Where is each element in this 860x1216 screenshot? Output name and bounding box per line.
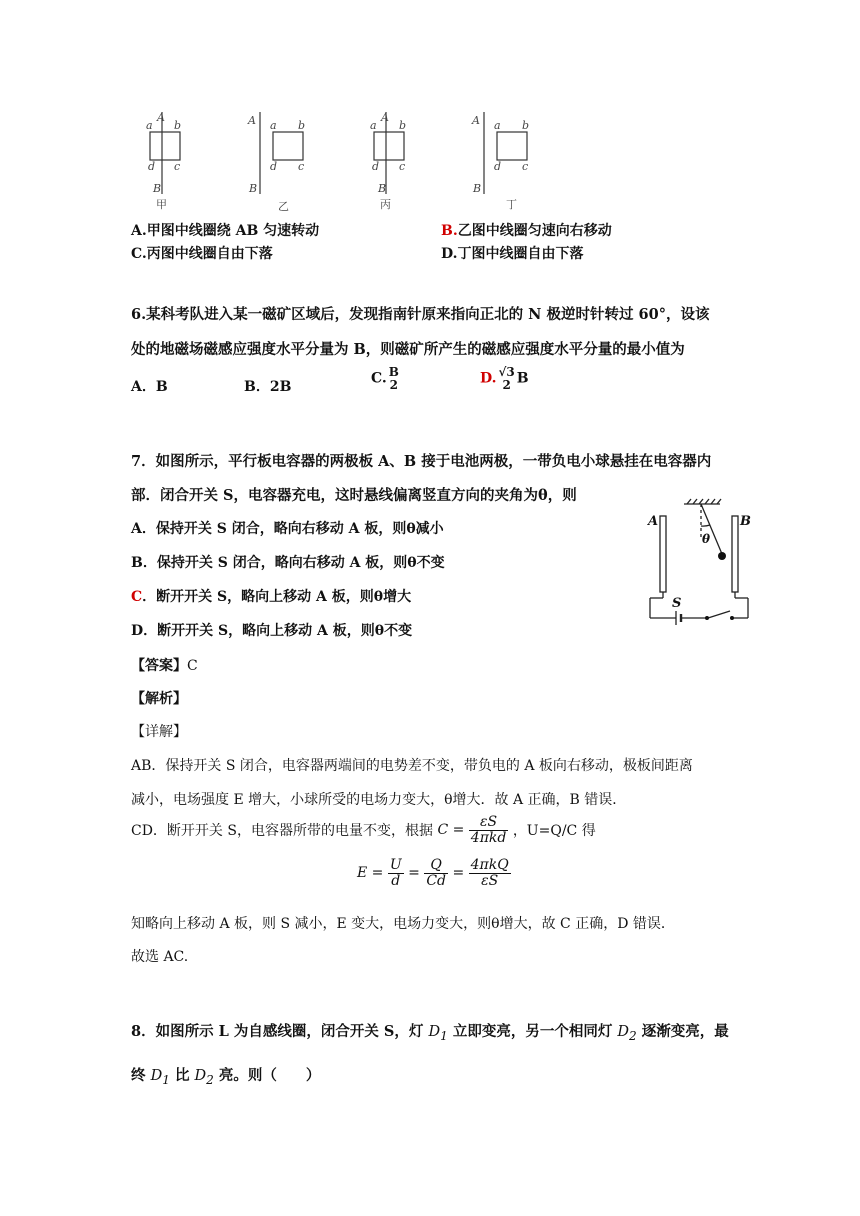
q6-option-d (480, 366, 529, 391)
label-A-yi: A (248, 114, 256, 127)
q6-option-d-denominator: 2 (502, 377, 511, 392)
q8-line2-D1 (150, 1068, 170, 1087)
q7-option-c (131, 586, 411, 606)
caption-jia: 甲 (156, 198, 167, 211)
q6-option-c-letter: C. (371, 370, 387, 387)
label-b-jia: b (174, 119, 182, 132)
q5-option-b-letter: B. (441, 223, 458, 239)
caption-yi: 乙 (278, 200, 289, 213)
q6-option-d-tail: B (516, 370, 529, 387)
caption-ding: 丁 (506, 198, 517, 211)
label-b-ding: b (522, 119, 530, 132)
label-B-jia: B (153, 182, 162, 195)
q6-option-d-letter: D. (480, 370, 497, 387)
q8-line2-D1-letter: D (150, 1068, 163, 1084)
label-d-yi: d (270, 160, 278, 173)
label-B-bing: B (378, 182, 387, 195)
detail-label: 【详解】 (131, 724, 187, 740)
q8-line1-c: 逐渐变亮，最 (636, 1023, 729, 1040)
q8-line2-D2-letter: D (194, 1068, 207, 1084)
analysis-ab-line2: 减小，电场强度 E 增大，小球所受的电场力变大，θ增大．故 A 正确，B 错误． (131, 792, 627, 808)
formula-Q-numerator: Q (424, 858, 448, 874)
q7-stem-line2: 部．闭合开关 S，电容器充电，这时悬线偏离竖直方向的夹角为θ，则 (131, 487, 577, 504)
figure-yi (260, 112, 306, 194)
formula-E (357, 858, 511, 888)
formula-U-numerator: U (389, 857, 402, 873)
q6-stem-line1: 6.某科考队进入某一磁矿区域后，发现指南针原来指向正北的 N 极逆时针转过 60°，设该 (131, 306, 710, 323)
formula-epsS-denominator: εS (481, 872, 499, 889)
formula-C-numerator: εS (469, 815, 509, 831)
label-d-jia: d (148, 160, 156, 173)
q8-line2-a: 终 (131, 1067, 151, 1084)
q6-option-c-fraction (387, 366, 401, 391)
caption-bing: 丙 (380, 198, 391, 211)
q7-option-d: D．断开开关 S，略向上移动 A 板，则θ不变 (131, 623, 413, 639)
q7-option-c-text: ．断开开关 S，略向上移动 A 板，则θ增大 (142, 589, 412, 605)
analysis-conclusion: 知略向上移动 A 板，则 S 减小，E 变大，电场力变大，则θ增大，故 C 正确，D 错误． (131, 916, 675, 932)
label-b-yi: b (298, 119, 306, 132)
q8-line2-D1-sub: 1 (162, 1072, 170, 1087)
q6-option-b: B．2B (244, 379, 292, 395)
formula-Q-over-Cd (424, 858, 448, 888)
q8-line2-D2-sub: 2 (206, 1072, 214, 1087)
label-c-ding: c (522, 160, 529, 173)
label-a-bing: a (370, 119, 377, 132)
q8-line2-c: 亮。则（ ） (213, 1067, 321, 1084)
label-b-bing: b (399, 119, 407, 132)
analysis-cd-tail: ，U=Q/C 得 (512, 823, 596, 840)
q5-option-d: D.丁图中线圈自由下落 (441, 246, 584, 262)
formula-C-denominator: 4πkd (470, 829, 507, 846)
q8-line1-a: 8．如图所示 L 为自感线圈，闭合开关 S，灯 (131, 1023, 429, 1040)
q7-option-a: A．保持开关 S 闭合，略向右移动 A 板，则θ减小 (131, 521, 444, 537)
analysis-choose: 故选 AC. (131, 949, 189, 965)
label-d-ding: d (494, 160, 502, 173)
q6-option-d-numerator: √3 (498, 365, 515, 379)
label-c-jia: c (174, 160, 181, 173)
q8-D1-sub: 1 (440, 1028, 448, 1043)
label-A-bing: A (381, 111, 389, 124)
analysis-cd-lead: CD．断开开关 S，电容器所带的电量不变，根据 (131, 823, 433, 840)
label-a-yi: a (270, 119, 277, 132)
q6-option-c (371, 366, 401, 391)
q8-line2-b: 比 (169, 1067, 195, 1084)
label-c-yi: c (298, 160, 305, 173)
formula-4pikQ-over-epsS (469, 858, 511, 888)
q8-D1-letter: D (428, 1024, 441, 1040)
q7-stem-line1: 7．如图所示，平行板电容器的两极板 A、B 接于电池两极，一带负电小球悬挂在电容器内 (131, 453, 712, 470)
label-B-yi: B (249, 182, 258, 195)
answer-value: C (187, 658, 198, 674)
label-A-ding: A (472, 114, 480, 127)
figure-ding (484, 112, 530, 194)
q5-option-b (441, 220, 612, 240)
answer-line (131, 655, 198, 675)
capacitor-label-B: B (740, 514, 751, 529)
answer-label: 【答案】 (131, 658, 187, 674)
q6-option-d-fraction (497, 366, 517, 391)
q6-option-c-numerator: B (388, 365, 399, 379)
q5-option-c: C.丙图中线圈自由下落 (131, 246, 273, 262)
q8-D2-letter: D (617, 1024, 630, 1040)
q8-line1-b: 立即变亮，另一个相同灯 (447, 1023, 618, 1040)
formula-eq1: = (408, 865, 420, 882)
q5-option-b-text: 乙图中线圈匀速向右移动 (457, 223, 612, 239)
label-A-jia: A (157, 111, 165, 124)
q7-option-b: B．保持开关 S 闭合，略向右移动 A 板，则θ不变 (131, 555, 445, 571)
formula-E-lhs: E = (357, 865, 384, 882)
q6-stem-line2: 处的地磁场磁感应强度水平分量为 B，则磁矿所产生的磁感应强度水平分量的最小值为 (131, 341, 685, 358)
formula-U-over-d (388, 858, 404, 888)
formula-Cd-denominator: Cd (426, 872, 446, 889)
label-a-ding: a (494, 119, 501, 132)
label-a-jia: a (146, 119, 153, 132)
formula-eq2: = (452, 865, 465, 882)
q8-line2-D2 (194, 1068, 214, 1087)
capacitor-label-S: S (672, 596, 682, 611)
label-d-bing: d (372, 160, 380, 173)
capacitor-label-theta: θ (702, 532, 711, 546)
analysis-label: 【解析】 (131, 691, 187, 707)
q7-option-c-letter: C (131, 589, 143, 605)
q8-stem-line2 (131, 1064, 320, 1087)
formula-d-denominator: d (391, 872, 401, 889)
formula-C-lhs: C = (437, 822, 465, 839)
q6-option-a: A．B (131, 379, 168, 395)
formula-C-fraction (469, 815, 509, 845)
analysis-cd-line (131, 815, 596, 845)
q8-D2 (617, 1024, 637, 1043)
analysis-ab-line1: AB．保持开关 S 闭合，电容器两端间的电势差不变，带负电的 A 板向右移动，极板间距离 (131, 758, 693, 774)
q6-option-c-denominator: 2 (389, 377, 399, 392)
q8-D1 (428, 1024, 448, 1043)
formula-4pikQ-numerator: 4πkQ (470, 857, 509, 873)
q8-D2-sub: 2 (629, 1028, 637, 1043)
label-B-ding: B (473, 182, 482, 195)
q5-option-a: A.甲图中线圈绕 AB 匀速转动 (131, 223, 320, 239)
capacitor-label-A: A (648, 514, 659, 529)
q8-stem-line1 (131, 1020, 729, 1043)
label-c-bing: c (399, 160, 406, 173)
